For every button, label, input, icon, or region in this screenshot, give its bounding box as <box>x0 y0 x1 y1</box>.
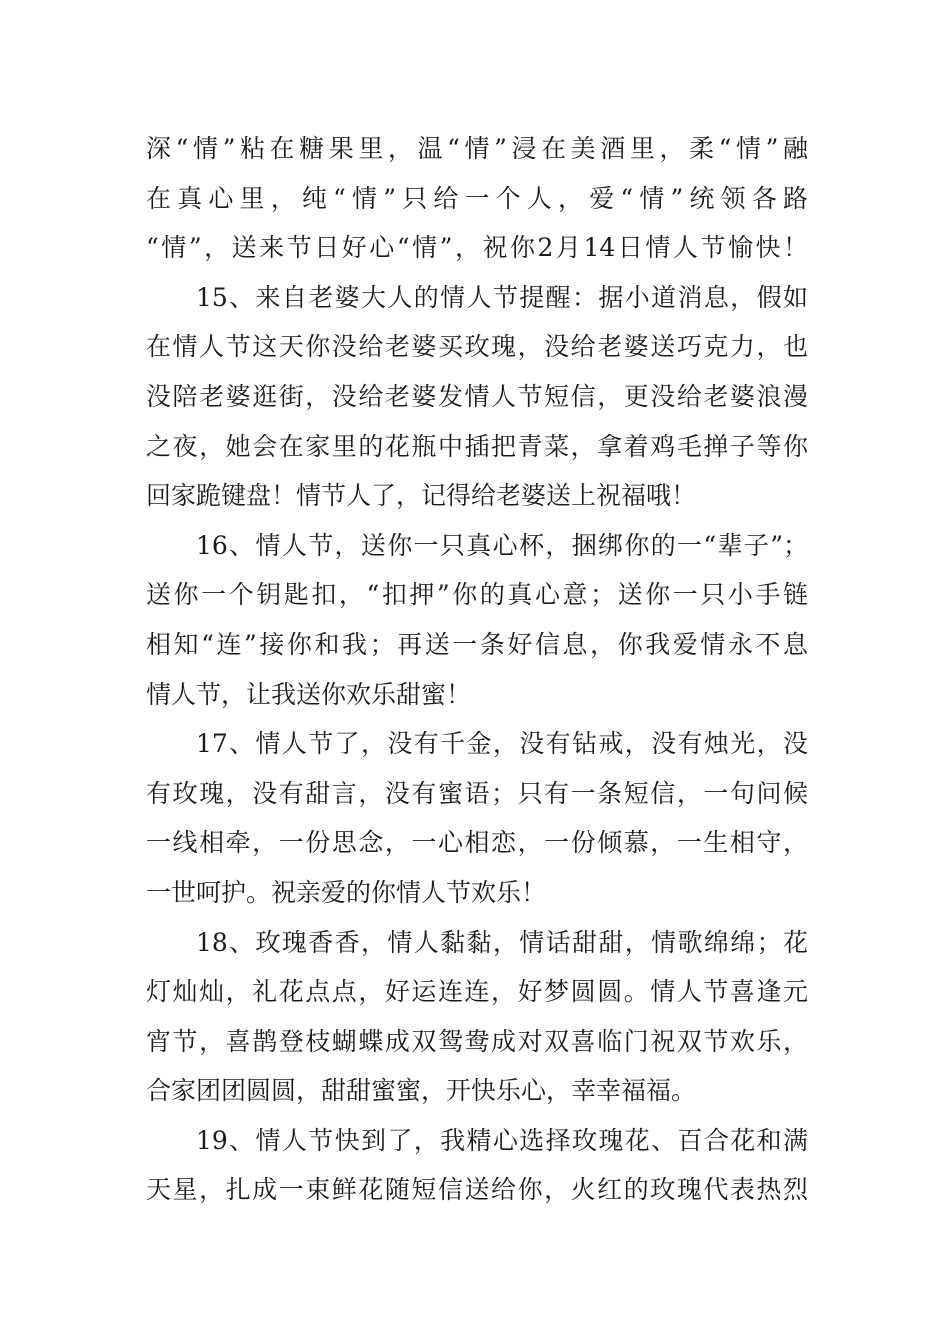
text-line: 回家跪键盘！情节人了，记得给老婆送上祝福哦！ <box>146 481 697 511</box>
paragraph-start-line: 19、情人节快到了，我精心选择玫瑰花、百合花和满 <box>196 1125 808 1155</box>
text-line: 一线相牵，一份思念，一心相恋，一份倾慕，一生相守， <box>146 828 808 858</box>
paragraph-start-line: 16、情人节，送你一只真心杯，捆绑你的一“辈子”； <box>196 530 808 560</box>
text-line: 情人节，让我送你欢乐甜蜜！ <box>146 679 472 709</box>
text-line: 在情人节这天你没给老婆买玫瑰，没给老婆送巧克力，也 <box>146 332 808 362</box>
text-line: 送你一个钥匙扣，“扣押”你的真心意；送你一只小手链 <box>146 580 808 610</box>
text-line: 合家团团圆圆，甜甜蜜蜜，开快乐心，幸幸福福。 <box>146 1076 697 1106</box>
text-line: 没陪老婆逛街，没给老婆发情人节短信，更没给老婆浪漫 <box>146 381 808 411</box>
text-line: 之夜，她会在家里的花瓶中插把青菜，拿着鸡毛掸子等你 <box>146 431 808 461</box>
text-line: 在真心里，纯“情”只给一个人，爱“情”统领各路 <box>146 183 808 213</box>
paragraph-start-line: 18、玫瑰香香，情人黏黏，情话甜甜，情歌绵绵；花 <box>196 927 808 957</box>
text-line: 相知“连”接你和我；再送一条好信息，你我爱情永不息 <box>146 629 808 659</box>
paragraph-start-line: 15、来自老婆大人的情人节提醒：据小道消息，假如 <box>196 282 808 312</box>
text-line: “情”，送来节日好心“情”，祝你2月14日情人节愉快！ <box>146 233 808 263</box>
text-line: 有玫瑰，没有甜言，没有蜜语；只有一条短信，一句问候 <box>146 778 808 808</box>
text-line: 灯灿灿，礼花点点，好运连连，好梦圆圆。情人节喜逢元 <box>146 977 808 1007</box>
text-line: 天星，扎成一束鲜花随短信送给你，火红的玫瑰代表热烈 <box>146 1175 808 1205</box>
text-line: 宵节，喜鹊登枝蝴蝶成双鸳鸯成对双喜临门祝双节欢乐， <box>146 1026 808 1056</box>
text-line: 一世呵护。祝亲爱的你情人节欢乐！ <box>146 877 547 907</box>
paragraph-start-line: 17、情人节了，没有千金，没有钻戒，没有烛光，没 <box>196 729 808 759</box>
text-line: 深“情”粘在糖果里，温“情”浸在美酒里，柔“情”融 <box>146 134 808 163</box>
document-body <box>146 124 808 1215</box>
